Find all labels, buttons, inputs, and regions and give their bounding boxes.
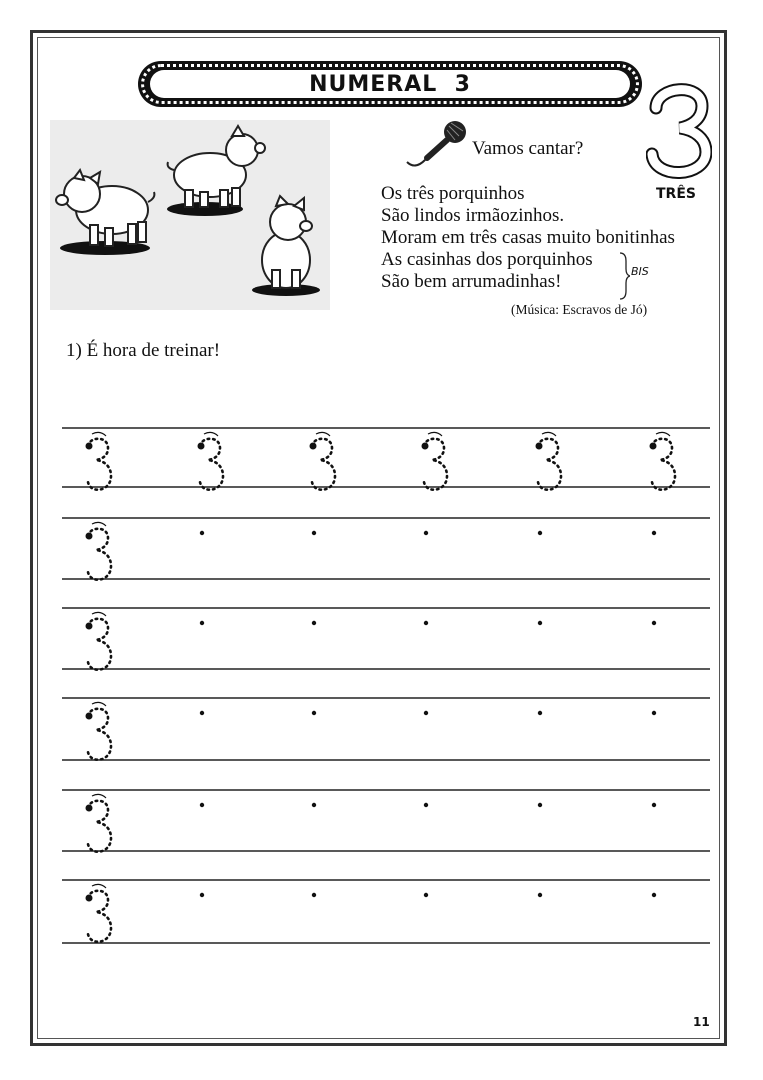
song-line: Os três porquinhos bbox=[381, 183, 525, 204]
exercise-instruction: 1) É hora de treinar! bbox=[66, 340, 221, 361]
start-dot bbox=[652, 531, 656, 535]
start-dot bbox=[312, 711, 316, 715]
start-dot bbox=[538, 531, 542, 535]
song-line: São bem arrumadinhas! bbox=[381, 271, 562, 292]
start-dot bbox=[200, 711, 204, 715]
start-dot bbox=[652, 711, 656, 715]
start-dot bbox=[312, 531, 316, 535]
start-dot bbox=[424, 803, 428, 807]
start-dot bbox=[312, 803, 316, 807]
dotted-three-trace bbox=[86, 522, 112, 579]
dotted-three-trace bbox=[310, 432, 336, 489]
song-line: São lindos irmãozinhos. bbox=[381, 205, 565, 226]
start-dot bbox=[652, 803, 656, 807]
dotted-three-trace bbox=[86, 432, 112, 489]
song-line: Moram em três casas muito bonitinhas bbox=[381, 227, 675, 248]
start-dot bbox=[200, 803, 204, 807]
dotted-three-trace bbox=[86, 884, 112, 941]
song-credit: (Música: Escravos de Jó) bbox=[511, 302, 648, 317]
start-dot bbox=[200, 893, 204, 897]
dotted-three-trace bbox=[198, 432, 224, 489]
start-dot bbox=[312, 621, 316, 625]
start-dot bbox=[424, 893, 428, 897]
repeat-mark: BIS bbox=[631, 265, 649, 278]
start-dot bbox=[424, 621, 428, 625]
dotted-three-trace bbox=[86, 612, 112, 669]
start-dot bbox=[652, 893, 656, 897]
dotted-three-trace bbox=[422, 432, 448, 489]
dotted-three-trace bbox=[650, 432, 676, 489]
numeral-word: TRÊS bbox=[656, 186, 696, 202]
song-prompt: Vamos cantar? bbox=[472, 138, 584, 159]
start-dot bbox=[538, 711, 542, 715]
dotted-three-trace bbox=[86, 702, 112, 759]
start-dot bbox=[312, 893, 316, 897]
page-number: 11 bbox=[693, 1015, 710, 1029]
dotted-three-trace bbox=[86, 794, 112, 851]
start-dot bbox=[538, 621, 542, 625]
start-dot bbox=[538, 893, 542, 897]
start-dot bbox=[200, 621, 204, 625]
start-dot bbox=[424, 531, 428, 535]
song-line: As casinhas dos porquinhos bbox=[381, 249, 593, 270]
start-dot bbox=[538, 803, 542, 807]
start-dot bbox=[652, 621, 656, 625]
start-dot bbox=[424, 711, 428, 715]
dotted-three-trace bbox=[536, 432, 562, 489]
start-dot bbox=[200, 531, 204, 535]
page-title: NUMERAL 3 bbox=[309, 71, 471, 97]
